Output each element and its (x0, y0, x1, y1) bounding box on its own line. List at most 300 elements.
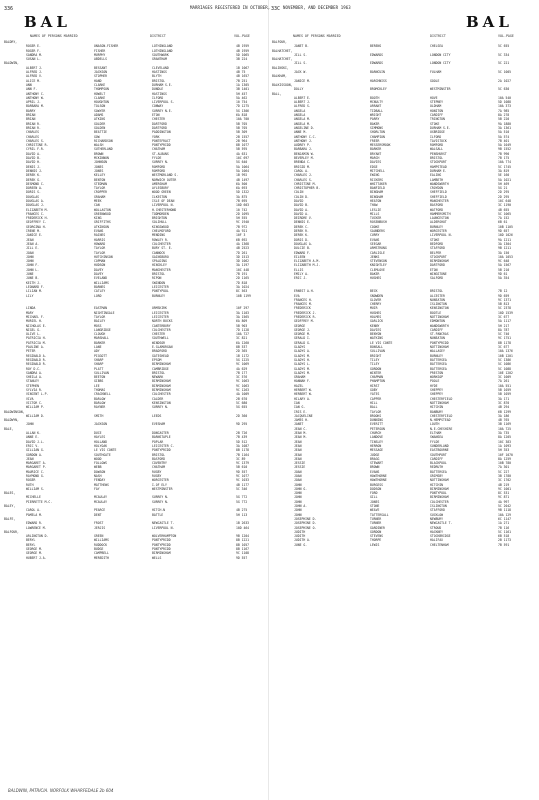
spouse-surname: SAUNDERS (370, 229, 385, 234)
given-name: PAULINE A. (26, 345, 45, 350)
given-name: SHEILA A. (26, 375, 43, 380)
given-name: GERALD I. (294, 336, 311, 341)
left-col-volpage-heading: VOL.PAGE (234, 34, 250, 38)
district: EALING (430, 173, 442, 178)
given-name: JANET (294, 422, 304, 427)
spouse-surname: DAVEY (94, 272, 104, 277)
vol-page: 2D 295 (498, 194, 510, 199)
given-name: FRANCES M. (294, 302, 313, 307)
spouse-surname: STONE (370, 504, 380, 509)
vol-page: 7B 990 (498, 151, 510, 156)
vol-page: 6A 818 (236, 113, 248, 118)
given-name: DORIS S. (26, 190, 41, 195)
district: NEWCASTLE T. (430, 521, 453, 526)
vol-page: 5B 705 (236, 121, 248, 126)
district: POOLE (430, 379, 440, 384)
right-col-district-heading: DISTRICT (430, 34, 446, 38)
spouse-surname: BROOKS (370, 413, 382, 418)
district: CANTERBURY (152, 323, 171, 328)
given-name: PATRICIA H. (26, 336, 47, 341)
spouse-surname: SAWYER (94, 108, 106, 113)
spouse-surname: BUDGE (94, 547, 104, 552)
vol-page: 5A 1567 (498, 263, 512, 268)
given-name: ANTHONY C.C. (294, 134, 317, 139)
surname-heading: BALDWINSON, (4, 409, 25, 414)
spouse-surname: EDGE (370, 164, 378, 169)
surname-heading: BALHATCHET, (272, 48, 293, 53)
given-name: EDWARD R. (26, 521, 43, 526)
vol-page: 10E 1202 (498, 370, 513, 375)
spouse-surname: PEARCE (94, 508, 106, 513)
vol-page: 5B 610 (236, 465, 248, 470)
district: SHEFFIELD (430, 194, 447, 199)
vol-page: 5A 462 (236, 95, 248, 100)
given-name: FRANCES C. (26, 211, 45, 216)
spouse-surname: TILEY (370, 362, 380, 367)
right-page-header: NOVEMBER, AND DECEMBER 1963 (283, 5, 351, 10)
district: LEICESTER (152, 284, 169, 289)
vol-page: 3C 1190 (498, 203, 512, 208)
district: PONTEFRACT (152, 138, 171, 143)
vol-page: 3C 1702 (498, 478, 512, 483)
district: CHELMSFORD (152, 229, 171, 234)
district: ISLINGTON (430, 504, 447, 509)
given-name: DENNIS J. (26, 168, 43, 173)
spouse-surname: ATKINS (94, 117, 106, 122)
given-name: JOAN (26, 250, 34, 255)
vol-page: 5G 21 (498, 186, 508, 191)
district: LEEDS (152, 413, 162, 418)
given-name: JOHN G. (294, 486, 308, 491)
spouse-surname: SHARP (94, 362, 104, 367)
spouse-surname: JACKSON (94, 70, 108, 75)
district: BATTERSEA (430, 469, 447, 474)
surname-heading: BALEY, (4, 504, 16, 509)
vol-page: 8A 1259 (498, 456, 512, 461)
spouse-surname: CLEMLOVE (370, 267, 385, 272)
handwritten-note: BALDWIN, PATRICIA. NORFOLK WHARFEDALE 2b 604 (8, 788, 114, 793)
spouse-surname: JONES (94, 164, 104, 169)
vol-page: 5H 217 (498, 323, 510, 328)
given-name: NIGEL G. (26, 327, 41, 332)
given-name: DEREK R. (294, 229, 309, 234)
given-name: VINCENT L.P. (26, 392, 49, 397)
vol-page: 5C 740 (498, 332, 510, 337)
given-name: GEORGE (294, 323, 306, 328)
given-name: ALFRED J. (26, 70, 43, 75)
district: BLYTH (152, 74, 162, 79)
spouse-surname: GREENWOOD (94, 211, 111, 216)
district: LIVERPOOL N. (430, 233, 453, 238)
vol-page: 9D 61 (498, 272, 508, 277)
given-name: LEONARD F. (26, 284, 45, 289)
spouse-surname: THOMAS (94, 388, 106, 393)
given-name: JOHN (294, 499, 302, 504)
district: I.OF ELY (152, 482, 167, 487)
given-name: REGINALD R. (26, 362, 47, 367)
spouse-surname: EDWARDS (370, 61, 384, 66)
spouse-surname: BECK (370, 289, 378, 294)
vol-page: 4B 219 (498, 482, 510, 487)
spouse-surname: BARKER (94, 340, 106, 345)
given-name: ANGELA (294, 108, 306, 113)
spouse-surname: MESSAGE (370, 448, 384, 453)
vol-page: 7B 12 (498, 289, 508, 294)
district: HINCKLEY (152, 263, 167, 268)
given-name: HERBERT W. (294, 388, 313, 393)
given-name: OLIVE L. (26, 332, 41, 337)
spouse-surname: DAVIES (370, 160, 382, 165)
district: BASFORD (152, 456, 166, 461)
given-name: BARRY (26, 108, 36, 113)
spouse-surname: CLOUGH (94, 332, 106, 337)
spouse-surname: MESSERSMOOK (370, 143, 391, 148)
district: DONCASTER (152, 431, 169, 436)
district: ORMSKIRK (152, 306, 167, 311)
given-name: CHRISTINE M. (294, 181, 317, 186)
spouse-surname: BROMCKLEY (370, 87, 387, 92)
vol-page: 5C 334 (498, 52, 510, 57)
given-name: RAYMOND G. (26, 473, 45, 478)
given-name: ELIZABETH M.J. (294, 263, 321, 268)
vol-page: 3C 870 (498, 400, 510, 405)
vol-page: 10C 648 (498, 198, 512, 203)
given-name: STANLEY (26, 379, 40, 384)
vol-page: 7A 261 (498, 379, 510, 384)
spouse-surname: HAWTHORNE (370, 473, 387, 478)
vol-page: 7B 401 (498, 138, 510, 143)
district: WESTMORLAND S. (152, 173, 179, 178)
vol-page: 5C 1088 (498, 366, 512, 371)
given-name: DOUGLAS J. (26, 203, 45, 208)
vol-page: 4B 655 (498, 207, 510, 212)
district: ILKESTON (152, 194, 167, 199)
district: ROWLEY R. (152, 237, 169, 242)
spouse-surname: CAN (94, 203, 100, 208)
spouse-surname: SUTHERLAND (94, 147, 113, 152)
vol-page: 6A 500 (236, 181, 248, 186)
vol-page: 10B 1105 (498, 224, 513, 229)
given-name: DEREK G. (26, 177, 41, 182)
district: DARTFORD (430, 263, 445, 268)
vol-page: 9C 871 (498, 495, 510, 500)
vol-page: 1A 1093 (498, 443, 512, 448)
vol-page: 7B 116 (498, 525, 510, 530)
district: PONTYPRIDD (152, 542, 171, 547)
given-name: JOHN A. (294, 504, 308, 509)
vol-page: 9C 1371 (498, 297, 512, 302)
spouse-surname: GOLDEN (94, 125, 106, 130)
district: EASTBOURNE (430, 448, 449, 453)
district: SOUTHPORT (430, 452, 447, 457)
given-name: BRIAN (26, 117, 36, 122)
district: NOTTINGHAM (430, 400, 449, 405)
vol-page: 5H 353 (498, 448, 510, 453)
district: BIRMINGHAM (152, 379, 171, 384)
spouse-surname: THORPE (370, 538, 382, 543)
vol-page: 5G 1306 (236, 108, 250, 113)
vol-page: 3A 186 (498, 413, 510, 418)
spouse-surname: TILEY (370, 357, 380, 362)
spouse-surname: HAWTHORNE (370, 478, 387, 483)
spouse-surname: WALSH (94, 143, 104, 148)
given-name: ANNE M. (294, 130, 308, 135)
spouse-surname: TAYLOR (370, 409, 382, 414)
district: WELLS (152, 555, 162, 560)
given-name: HILARY A. (294, 396, 311, 401)
district: GOOLE (430, 78, 440, 83)
given-name: DENNIS E. (294, 220, 311, 225)
district: CARDIFF (430, 456, 444, 461)
spouse-surname: PARRY (370, 117, 380, 122)
spouse-surname: DAWSON (94, 469, 106, 474)
spouse-surname: BARLOW (94, 396, 106, 401)
district: DUNDLE (152, 87, 164, 92)
district: NOTTINGHAM (430, 345, 449, 350)
district: HAMPSTEAD (430, 164, 447, 169)
spouse-surname: GREEN (94, 534, 104, 539)
vol-page: 9C 1063 (236, 379, 250, 384)
spouse-surname: CURRY (370, 233, 380, 238)
spouse-surname: HERRON (370, 443, 382, 448)
given-name: DULCIE B. (294, 246, 311, 251)
given-name: WILLIAM S. (26, 486, 45, 491)
vol-page: 5C 1065 (498, 211, 512, 216)
given-name: JILL S. (294, 61, 308, 66)
given-name: DEIRDRE V. (294, 216, 313, 221)
spouse-surname: BEETON (94, 375, 106, 380)
district: CHELSEA (430, 44, 444, 49)
surname-heading: BALFOUR, (272, 40, 287, 44)
district: NORTH BUCKS (152, 319, 173, 324)
given-name: CHARLES J. (294, 173, 313, 178)
vol-page: 10F 297 (236, 306, 250, 311)
vol-page: 8A 787 (498, 327, 510, 332)
vol-page: 7D 261 (236, 250, 248, 255)
spouse-surname: CAMPBELL (94, 551, 109, 556)
spouse-surname: LEE (94, 383, 100, 388)
vol-page: 4A 921 (236, 229, 248, 234)
given-name: ALBERT E. (294, 95, 311, 100)
given-name: GEORGE J. (294, 327, 311, 332)
given-name: BERYL (26, 542, 36, 547)
vol-page: 10D 603 (236, 203, 250, 208)
vol-page: 5A 1117 (498, 319, 512, 324)
district: CHATHAM (152, 147, 166, 152)
district: CHESTER (152, 332, 166, 337)
given-name: ALFRED V. (26, 74, 43, 79)
vol-page: 4B 1959 (236, 44, 250, 49)
given-name: JOHN (294, 508, 302, 513)
district: WOLVERHAMPTON (152, 534, 177, 539)
vol-page: 5B 903 (236, 323, 248, 328)
district: HASTINGS (152, 91, 167, 96)
vol-page: 3A 1087 (236, 443, 250, 448)
vol-page: 9B 1552 (498, 147, 512, 152)
district: SHEPPEY (430, 392, 444, 397)
district: BRISTOL (152, 272, 166, 277)
vol-page: 1A 271 (498, 521, 510, 526)
vol-page: 10D 1026 (498, 233, 513, 238)
given-name: GEORGE M. (26, 547, 43, 552)
district: BIRMINGHAM (152, 388, 171, 393)
district: LIVERPOOL N. (152, 525, 175, 530)
district: STOCKPORT (430, 160, 447, 165)
district: KENSINGTON (152, 400, 171, 405)
district: UXBRIDGE (430, 130, 445, 135)
page-gutter (268, 0, 269, 800)
spouse-surname: LORD (94, 293, 102, 298)
spouse-surname: HUGHES (370, 276, 382, 281)
spouse-surname: CATLEY (94, 289, 106, 294)
given-name: JANICE E. (26, 233, 43, 238)
district: BRISTOL (152, 452, 166, 457)
vol-page: 3C 677 (498, 345, 510, 350)
given-name: STEPHEN (26, 383, 40, 388)
vol-page: 10B 1199 (236, 293, 251, 298)
district: HASTINGS (152, 70, 167, 75)
district: SURREY N.E. (152, 108, 173, 113)
given-name: BRIAN (26, 113, 36, 118)
given-name: JUDITH (294, 529, 306, 534)
vol-page: 8B 1221 (236, 538, 250, 543)
district: NOTTINGHAM (430, 478, 449, 483)
spouse-surname: FREER (370, 138, 380, 143)
spouse-surname: BARLOW (94, 400, 106, 405)
vol-page: 5C 1005 (498, 70, 512, 75)
district: PONTYPOOL (152, 289, 169, 294)
district: BIRMINGHAM (430, 486, 449, 491)
vol-page: 10A 373 (498, 104, 512, 109)
right-page-number: 33C (271, 6, 281, 12)
vol-page: 2B 1557 (236, 134, 250, 139)
vol-page: 6C 1147 (498, 516, 512, 521)
vol-page: 3A 150 (498, 250, 510, 255)
given-name: DORIS D. (294, 237, 309, 242)
given-name: JOAN (294, 469, 302, 474)
given-name: DAVID A. (26, 151, 41, 156)
district: WALLASEY (430, 349, 445, 354)
spouse-surname: ONASON-FISHER (94, 44, 119, 49)
given-name: APRIL J. (26, 100, 41, 105)
spouse-surname: THAW (370, 203, 378, 208)
district: STEPNEY (430, 100, 444, 105)
district: SWANSEA (430, 435, 444, 440)
spouse-surname: HUTCHINSON (94, 254, 113, 259)
district: BANBURY (430, 409, 444, 414)
district: LEICESTER (152, 315, 169, 319)
given-name: EDWARD F. (294, 250, 311, 255)
district: FYLDE (152, 156, 162, 161)
vol-page: 3A 1304 (498, 241, 512, 246)
vol-page: 8A 1205 (498, 435, 512, 440)
spouse-surname: HUDSON (94, 263, 106, 268)
given-name: DAVID B. (26, 156, 41, 161)
spouse-surname: CRACKNELL (94, 392, 111, 397)
district: YORK (152, 134, 160, 139)
vol-page: 6A 1260 (236, 340, 250, 345)
vol-page: 3C 677 (498, 315, 510, 319)
given-name: GLADYS L. (294, 362, 311, 367)
vol-page: 10C 448 (236, 267, 250, 272)
district: BRADFORD (152, 349, 167, 354)
vol-page: 3A 735 (498, 431, 510, 436)
spouse-surname: SOUTHGATE (94, 452, 111, 457)
vol-page: 9D 659 (498, 293, 510, 298)
vol-page: 4B 294 (498, 405, 510, 410)
district: ILFORD (430, 134, 442, 139)
spouse-surname: WEAVE (370, 508, 380, 513)
register-entry (4, 294, 266, 298)
district: PONTYPRIDD (152, 547, 171, 552)
spouse-surname: GORDON (370, 366, 382, 371)
district: STOCKBRIDGE (430, 534, 451, 539)
spouse-surname: ROSENBUSH (370, 220, 387, 225)
vol-page: 5B 220 (498, 117, 510, 122)
vol-page: 4B 275 (236, 508, 248, 513)
vol-page: 3B 224 (236, 57, 248, 62)
given-name: FREDERICK (294, 306, 311, 311)
given-name: GRAHAM (294, 375, 306, 380)
spouse-surname: MITCHELL (370, 168, 385, 173)
vol-page: 2A 1027 (498, 78, 512, 83)
given-name: CAROL A. (26, 508, 41, 513)
vol-page: 3A 1103 (236, 310, 250, 315)
given-name: WILLIAM D. (26, 413, 45, 418)
spouse-surname: LANGRIDGE (94, 327, 111, 332)
vol-page: 5D 1322 (236, 190, 250, 195)
spouse-surname: RICHARDSON (94, 138, 113, 143)
left-col-names-heading: NAMES OF PERSONS MARRIED (30, 34, 78, 38)
vol-page: 5C 1745 (498, 164, 512, 169)
spouse-surname: STOPHER (94, 74, 108, 79)
spouse-surname: CROPPER (94, 190, 108, 195)
vol-page: 9D 557 (236, 469, 248, 474)
vol-page: 2B 1173 (498, 538, 512, 543)
vol-page: 8B 537 (236, 345, 248, 350)
spouse-surname: BRAGG (370, 456, 380, 461)
given-name: ERNEST A.H. (294, 289, 315, 294)
spouse-surname: HAYLES (94, 435, 106, 440)
district: PONTYPRIDD (430, 340, 449, 345)
district: STAFFORD (430, 508, 445, 513)
district: HALIFAX (430, 538, 444, 543)
vol-page: 9C 1069 (236, 362, 250, 367)
spouse-surname: TURNER (370, 516, 382, 521)
spouse-surname: BAILEY (94, 319, 106, 324)
spouse-surname: LANE (94, 345, 102, 350)
district: PRESTON (430, 370, 444, 375)
vol-page: 7D 1128 (236, 327, 250, 332)
spouse-surname: HARRIS (94, 237, 106, 242)
given-name: GEORGINA H. (26, 224, 47, 229)
vol-page: 9B 1211 (498, 246, 512, 251)
given-name: JACK W. (294, 70, 308, 75)
given-name: ROGER E. (26, 44, 41, 49)
district: CHESTERFIELD (430, 413, 453, 418)
given-name: DOUGLAS (26, 194, 40, 199)
given-name: SUSAN L. (26, 57, 41, 62)
spouse-surname: SULLIVAN (94, 370, 109, 375)
given-name: BERYL (26, 538, 36, 543)
given-name: ALFRED S. (294, 104, 311, 109)
vol-page: 6B 518 (498, 534, 510, 539)
given-name: AUDREY P. (294, 143, 311, 148)
given-name: MURIEL H. (26, 319, 43, 324)
vol-page: 3A 171 (498, 396, 510, 401)
spouse-surname: CHERRY (370, 302, 382, 307)
spouse-surname: DUNNING (370, 418, 384, 423)
